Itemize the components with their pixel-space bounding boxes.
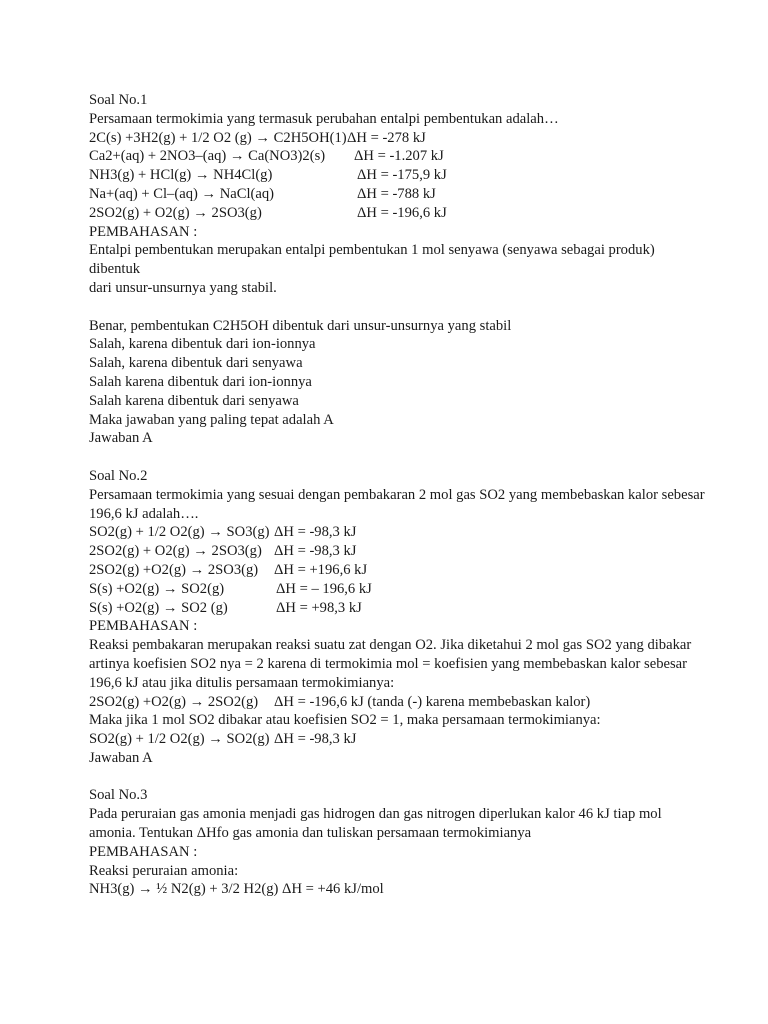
soal-2-question-line: Persamaan termokimia yang sesuai dengan pembakaran 2 mol gas SO2 yang membebaskan kalor sebesar	[89, 486, 705, 503]
soal-1-explanation-line: Entalpi pembentukan merupakan entalpi pembentukan 1 mol senyawa (senyawa sebagai produk) dibentuk	[89, 242, 659, 278]
enthalpy-value: ΔH = -1.207 kJ	[354, 148, 444, 165]
equation: 2SO2(g) + O2(g) → 2SO3(g)	[89, 543, 262, 560]
soal-2-explanation-line: 196,6 kJ atau jika ditulis persamaan termokimianya:	[89, 674, 395, 691]
soal-1-analysis-line: Salah karena dibentuk dari senyawa	[89, 392, 299, 409]
enthalpy-value: ΔH = -98,3 kJ	[274, 543, 357, 560]
soal-1-analysis-line: Salah, karena dibentuk dari ion-ionnya	[89, 336, 316, 353]
soal-2-question-line: 196,6 kJ adalah….	[89, 505, 199, 522]
enthalpy-value: ΔH = -278 kJ	[347, 129, 426, 146]
enthalpy-value: ΔH = -98,3 kJ	[274, 731, 357, 748]
soal-1-conclusion: Maka jawaban yang paling tepat adalah A	[89, 411, 334, 428]
enthalpy-value: ΔH = -196,6 kJ	[357, 204, 447, 221]
enthalpy-value: ΔH = +196,6 kJ	[274, 561, 368, 578]
soal-1-option-d	[89, 185, 708, 204]
soal-2-pembahasan-label: PEMBAHASAN :	[89, 618, 198, 635]
soal-1-explanation-line: dari unsur-unsurnya yang stabil.	[89, 279, 277, 296]
enthalpy-value: ΔH = – 196,6 kJ	[276, 580, 372, 597]
equation: Na+(aq) + Cl–(aq) → NaCl(aq)	[89, 185, 275, 202]
equation: S(s) +O2(g) → SO2 (g)	[89, 599, 228, 616]
equation: S(s) +O2(g) → SO2(g)	[89, 580, 225, 597]
spacer	[89, 298, 708, 317]
soal-2-option-b	[89, 542, 708, 561]
soal-3-title: Soal No.3	[89, 787, 148, 804]
equation: NH3(g) + HCl(g) → NH4Cl(g)	[89, 167, 273, 184]
soal-1-analysis-line: Salah, karena dibentuk dari senyawa	[89, 355, 303, 372]
equation: Ca2+(aq) + 2NO3–(aq) → Ca(NO3)2(s)	[89, 148, 326, 165]
equation: 2SO2(g) +O2(g) → 2SO2(g)	[89, 693, 259, 710]
soal-1-pembahasan-label: PEMBAHASAN :	[89, 223, 198, 240]
soal-2-explanation-line: Reaksi pembakaran merupakan reaksi suatu zat dengan O2. Jika diketahui 2 mol gas SO2 yang dibakar	[89, 637, 692, 654]
soal-1-question: Persamaan termokimia yang termasuk perubahan entalpi pembentukan adalah…	[89, 110, 559, 127]
soal-3-pembahasan-label: PEMBAHASAN :	[89, 843, 198, 860]
soal-1-option-e	[89, 204, 708, 223]
enthalpy-value: ΔH = -175,9 kJ	[357, 167, 447, 184]
soal-2-option-d	[89, 580, 708, 599]
soal-1-option-a	[89, 129, 708, 148]
soal-3-question-line: amonia. Tentukan ΔHfo gas amonia dan tuliskan persamaan termokimianya	[89, 825, 532, 842]
equation: 2C(s) +3H2(g) + 1/2 O2 (g) → C2H5OH(1)	[89, 129, 347, 146]
enthalpy-value: ΔH = -788 kJ	[357, 185, 436, 202]
soal-2-answer: Jawaban A	[89, 749, 153, 766]
soal-2-option-a	[89, 523, 708, 542]
enthalpy-value: ΔH = +98,3 kJ	[276, 599, 362, 616]
soal-1-option-b	[89, 147, 708, 166]
soal-1-option-c	[89, 166, 708, 185]
equation: 2SO2(g) +O2(g) → 2SO3(g)	[89, 561, 259, 578]
equation: SO2(g) + 1/2 O2(g) → SO2(g)	[89, 731, 270, 748]
soal-1-answer: Jawaban A	[89, 430, 153, 447]
soal-3-question-line: Pada peruraian gas amonia menjadi gas hidrogen dan gas nitrogen diperlukan kalor 46 kJ tiap mol	[89, 806, 662, 823]
spacer	[89, 448, 708, 467]
soal-2-explanation-line: artinya koefisien SO2 nya = 2 karena di termokimia mol = koefisien yang membebaskan kalor sebesar	[89, 655, 688, 672]
equation: 2SO2(g) + O2(g) → 2SO3(g)	[89, 204, 262, 221]
soal-2-follow-text: Maka jika 1 mol SO2 dibakar atau koefisien SO2 = 1, maka persamaan termokimianya:	[89, 712, 601, 729]
spacer	[89, 768, 708, 787]
soal-1-analysis-line: Benar, pembentukan C2H5OH dibentuk dari unsur-unsurnya yang stabil	[89, 317, 512, 334]
soal-1-analysis-line: Salah karena dibentuk dari ion-ionnya	[89, 373, 312, 390]
soal-2-title: Soal No.2	[89, 467, 148, 484]
soal-2-option-e	[89, 599, 708, 618]
soal-2-full-equation	[89, 693, 708, 712]
soal-1-title: Soal No.1	[89, 92, 148, 108]
enthalpy-value: ΔH = -196,6 kJ (tanda (-) karena membebaskan kalor)	[274, 693, 591, 710]
soal-2-single-equation	[89, 730, 708, 749]
soal-3-reaction-equation: NH3(g) → ½ N2(g) + 3/2 H2(g) ΔH = +46 kJ/mol	[89, 881, 384, 898]
enthalpy-value: ΔH = -98,3 kJ	[274, 524, 357, 541]
equation: SO2(g) + 1/2 O2(g) → SO3(g)	[89, 524, 270, 541]
soal-2-option-c	[89, 561, 708, 580]
soal-3-reaction-label: Reaksi peruraian amonia:	[89, 862, 239, 879]
